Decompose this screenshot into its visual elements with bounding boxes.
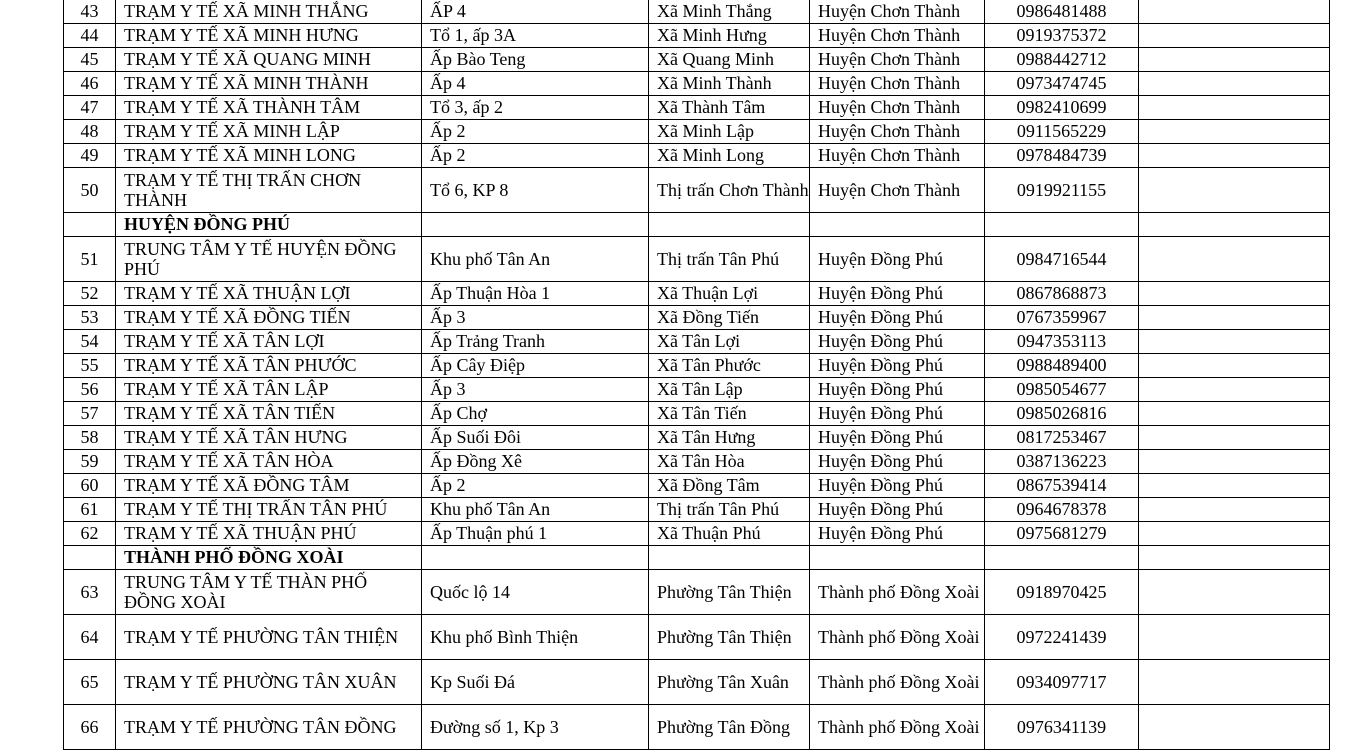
district-cell: Huyện Đồng Phú — [810, 282, 985, 306]
phone-cell: 0972241439 — [985, 615, 1139, 660]
name-cell: TRẠM Y TẾ XÃ TÂN LỢI — [116, 330, 422, 354]
phone-cell: 0988442712 — [985, 48, 1139, 72]
district-cell: Huyện Đồng Phú — [810, 330, 985, 354]
table-row — [64, 522, 1330, 546]
address-cell: ẤP 4 — [422, 0, 649, 24]
no-cell: 59 — [64, 450, 116, 474]
table-row — [64, 615, 1330, 660]
district-cell: Huyện Đồng Phú — [810, 498, 985, 522]
no-cell: 60 — [64, 474, 116, 498]
note-cell — [1139, 705, 1330, 750]
no-cell: 53 — [64, 306, 116, 330]
table-row — [64, 48, 1330, 72]
note-cell — [1139, 615, 1330, 660]
name-cell: TRUNG TÂM Y TẾ HUYỆN ĐỒNG PHÚ — [116, 237, 422, 282]
commune-cell: Phường Tân Đồng — [649, 705, 810, 750]
name-cell: TRẠM Y TẾ XÃ THÀNH TÂM — [116, 96, 422, 120]
table-row — [64, 402, 1330, 426]
name-cell: TRẠM Y TẾ XÃ QUANG MINH — [116, 48, 422, 72]
address-cell: Ấp Cây Điệp — [422, 354, 649, 378]
district-cell: Huyện Đồng Phú — [810, 306, 985, 330]
address-cell: Đường số 1, Kp 3 — [422, 705, 649, 750]
no-cell: 51 — [64, 237, 116, 282]
note-cell — [1139, 72, 1330, 96]
name-cell: TRẠM Y TẾ THỊ TRẤN TÂN PHÚ — [116, 498, 422, 522]
district-cell: Huyện Đồng Phú — [810, 378, 985, 402]
commune-cell: Xã Minh Lập — [649, 120, 810, 144]
phone-cell: 0975681279 — [985, 522, 1139, 546]
note-cell — [1139, 354, 1330, 378]
address-cell: Ấp 2 — [422, 120, 649, 144]
note-cell — [1139, 168, 1330, 213]
address-cell: Ấp Thuận Hòa 1 — [422, 282, 649, 306]
name-cell: TRẠM Y TẾ XÃ TÂN TIẾN — [116, 402, 422, 426]
no-cell — [64, 213, 116, 237]
table-row — [64, 570, 1330, 615]
address-cell: Ấp 2 — [422, 144, 649, 168]
note-cell — [1139, 450, 1330, 474]
name-cell: TRẠM Y TẾ XÃ ĐỒNG TÂM — [116, 474, 422, 498]
phone-cell — [985, 546, 1139, 570]
commune-cell: Xã Minh Hưng — [649, 24, 810, 48]
commune-cell — [649, 546, 810, 570]
name-cell: TRẠM Y TẾ PHƯỜNG TÂN ĐỒNG — [116, 705, 422, 750]
note-cell — [1139, 213, 1330, 237]
phone-cell: 0984716544 — [985, 237, 1139, 282]
phone-cell: 0911565229 — [985, 120, 1139, 144]
table-row — [64, 330, 1330, 354]
table-row — [64, 168, 1330, 213]
no-cell: 46 — [64, 72, 116, 96]
note-cell — [1139, 306, 1330, 330]
district-cell: Thành phố Đồng Xoài — [810, 615, 985, 660]
table-row — [64, 282, 1330, 306]
section-title: THÀNH PHỐ ĐỒNG XOÀI — [116, 546, 422, 570]
commune-cell: Phường Tân Xuân — [649, 660, 810, 705]
no-cell: 49 — [64, 144, 116, 168]
document-page — [63, 0, 1330, 750]
commune-cell — [649, 213, 810, 237]
no-cell: 48 — [64, 120, 116, 144]
no-cell: 54 — [64, 330, 116, 354]
name-cell: TRẠM Y TẾ XÃ MINH LONG — [116, 144, 422, 168]
phone-cell: 0964678378 — [985, 498, 1139, 522]
address-cell: Ấp Thuận phú 1 — [422, 522, 649, 546]
district-cell: Huyện Chơn Thành — [810, 0, 985, 24]
no-cell: 50 — [64, 168, 116, 213]
table-row — [64, 120, 1330, 144]
table-row — [64, 0, 1330, 24]
district-cell: Huyện Chơn Thành — [810, 144, 985, 168]
district-cell: Huyện Đồng Phú — [810, 354, 985, 378]
table-row — [64, 426, 1330, 450]
district-cell: Huyện Đồng Phú — [810, 237, 985, 282]
no-cell: 56 — [64, 378, 116, 402]
phone-cell: 0867539414 — [985, 474, 1139, 498]
no-cell: 64 — [64, 615, 116, 660]
commune-cell: Thị trấn Tân Phú — [649, 237, 810, 282]
phone-cell: 0985026816 — [985, 402, 1139, 426]
phone-cell: 0985054677 — [985, 378, 1139, 402]
address-cell: Kp Suối Đá — [422, 660, 649, 705]
address-cell: Khu phố Bình Thiện — [422, 615, 649, 660]
note-cell — [1139, 402, 1330, 426]
address-cell: Ấp Chợ — [422, 402, 649, 426]
no-cell: 44 — [64, 24, 116, 48]
no-cell: 62 — [64, 522, 116, 546]
name-cell: TRẠM Y TẾ PHƯỜNG TÂN THIỆN — [116, 615, 422, 660]
phone-cell: 0988489400 — [985, 354, 1139, 378]
phone-cell: 0919375372 — [985, 24, 1139, 48]
commune-cell: Xã Minh Thành — [649, 72, 810, 96]
address-cell: Ấp Suối Đôi — [422, 426, 649, 450]
section-title: HUYỆN ĐỒNG PHÚ — [116, 213, 422, 237]
address-cell: Khu phố Tân An — [422, 237, 649, 282]
note-cell — [1139, 48, 1330, 72]
address-cell: Tổ 3, ấp 2 — [422, 96, 649, 120]
table-body — [64, 0, 1330, 750]
name-cell: TRẠM Y TẾ XÃ MINH THÀNH — [116, 72, 422, 96]
district-cell: Huyện Đồng Phú — [810, 402, 985, 426]
commune-cell: Xã Tân Tiến — [649, 402, 810, 426]
note-cell — [1139, 546, 1330, 570]
commune-cell: Phường Tân Thiện — [649, 615, 810, 660]
name-cell: TRẠM Y TẾ XÃ MINH HƯNG — [116, 24, 422, 48]
address-cell: Tổ 1, ấp 3A — [422, 24, 649, 48]
commune-cell: Thị trấn Chơn Thành — [649, 168, 810, 213]
name-cell: TRẠM Y TẾ THỊ TRẤN CHƠN THÀNH — [116, 168, 422, 213]
note-cell — [1139, 0, 1330, 24]
district-cell: Huyện Đồng Phú — [810, 474, 985, 498]
commune-cell: Xã Tân Phước — [649, 354, 810, 378]
note-cell — [1139, 522, 1330, 546]
table-row — [64, 96, 1330, 120]
no-cell: 45 — [64, 48, 116, 72]
table-row — [64, 306, 1330, 330]
commune-cell: Xã Minh Long — [649, 144, 810, 168]
commune-cell: Xã Tân Lập — [649, 378, 810, 402]
phone-cell: 0919921155 — [985, 168, 1139, 213]
phone-cell: 0767359967 — [985, 306, 1139, 330]
district-cell: Huyện Chơn Thành — [810, 96, 985, 120]
phone-cell — [985, 213, 1139, 237]
district-cell — [810, 213, 985, 237]
address-cell: Khu phố Tân An — [422, 498, 649, 522]
name-cell: TRẠM Y TẾ XÃ THUẬN PHÚ — [116, 522, 422, 546]
address-cell: Ấp Đồng Xê — [422, 450, 649, 474]
phone-cell: 0918970425 — [985, 570, 1139, 615]
name-cell: TRẠM Y TẾ XÃ TÂN LẬP — [116, 378, 422, 402]
no-cell: 65 — [64, 660, 116, 705]
no-cell: 47 — [64, 96, 116, 120]
note-cell — [1139, 237, 1330, 282]
district-cell — [810, 546, 985, 570]
commune-cell: Xã Tân Lợi — [649, 330, 810, 354]
commune-cell: Xã Tân Hưng — [649, 426, 810, 450]
commune-cell: Xã Đồng Tâm — [649, 474, 810, 498]
table-row — [64, 660, 1330, 705]
phone-cell: 0934097717 — [985, 660, 1139, 705]
table-row — [64, 144, 1330, 168]
phone-cell: 0817253467 — [985, 426, 1139, 450]
phone-cell: 0867868873 — [985, 282, 1139, 306]
table-row — [64, 705, 1330, 750]
address-cell: Ấp 4 — [422, 72, 649, 96]
note-cell — [1139, 474, 1330, 498]
commune-cell: Xã Quang Minh — [649, 48, 810, 72]
address-cell: Quốc lộ 14 — [422, 570, 649, 615]
no-cell: 66 — [64, 705, 116, 750]
table-row — [64, 378, 1330, 402]
address-cell — [422, 213, 649, 237]
address-cell: Ấp 3 — [422, 378, 649, 402]
name-cell: TRẠM Y TẾ XÃ MINH THẮNG — [116, 0, 422, 24]
commune-cell: Xã Đồng Tiến — [649, 306, 810, 330]
phone-cell: 0976341139 — [985, 705, 1139, 750]
commune-cell: Xã Thuận Phú — [649, 522, 810, 546]
address-cell: Ấp 2 — [422, 474, 649, 498]
commune-cell: Xã Thành Tâm — [649, 96, 810, 120]
no-cell: 63 — [64, 570, 116, 615]
no-cell: 43 — [64, 0, 116, 24]
name-cell: TRẠM Y TẾ XÃ MINH LẬP — [116, 120, 422, 144]
phone-cell: 0973474745 — [985, 72, 1139, 96]
note-cell — [1139, 96, 1330, 120]
note-cell — [1139, 144, 1330, 168]
phone-cell: 0947353113 — [985, 330, 1139, 354]
note-cell — [1139, 282, 1330, 306]
commune-cell: Xã Minh Thắng — [649, 0, 810, 24]
table-row — [64, 237, 1330, 282]
note-cell — [1139, 570, 1330, 615]
note-cell — [1139, 426, 1330, 450]
address-cell: Ấp Trảng Tranh — [422, 330, 649, 354]
commune-cell: Xã Tân Hòa — [649, 450, 810, 474]
section-row — [64, 213, 1330, 237]
district-cell: Thành phố Đồng Xoài — [810, 570, 985, 615]
name-cell: TRẠM Y TẾ PHƯỜNG TÂN XUÂN — [116, 660, 422, 705]
no-cell: 61 — [64, 498, 116, 522]
name-cell: TRUNG TÂM Y TẾ THÀN PHỐ ĐỒNG XOÀI — [116, 570, 422, 615]
district-cell: Huyện Chơn Thành — [810, 72, 985, 96]
district-cell: Huyện Chơn Thành — [810, 168, 985, 213]
note-cell — [1139, 660, 1330, 705]
table-row — [64, 498, 1330, 522]
commune-cell: Phường Tân Thiện — [649, 570, 810, 615]
name-cell: TRẠM Y TẾ XÃ THUẬN LỢI — [116, 282, 422, 306]
note-cell — [1139, 378, 1330, 402]
table-row — [64, 450, 1330, 474]
table-row — [64, 474, 1330, 498]
address-cell: Tổ 6, KP 8 — [422, 168, 649, 213]
note-cell — [1139, 120, 1330, 144]
name-cell: TRẠM Y TẾ XÃ TÂN PHƯỚC — [116, 354, 422, 378]
table-row — [64, 24, 1330, 48]
no-cell: 57 — [64, 402, 116, 426]
name-cell: TRẠM Y TẾ XÃ ĐỒNG TIẾN — [116, 306, 422, 330]
health-station-table — [63, 0, 1330, 750]
district-cell: Thành phố Đồng Xoài — [810, 660, 985, 705]
no-cell: 52 — [64, 282, 116, 306]
district-cell: Huyện Đồng Phú — [810, 426, 985, 450]
district-cell: Huyện Chơn Thành — [810, 24, 985, 48]
phone-cell: 0986481488 — [985, 0, 1139, 24]
note-cell — [1139, 330, 1330, 354]
address-cell: Ấp Bào Teng — [422, 48, 649, 72]
address-cell — [422, 546, 649, 570]
address-cell: Ấp 3 — [422, 306, 649, 330]
district-cell: Huyện Đồng Phú — [810, 450, 985, 474]
no-cell: 55 — [64, 354, 116, 378]
table-row — [64, 72, 1330, 96]
name-cell: TRẠM Y TẾ XÃ TÂN HƯNG — [116, 426, 422, 450]
note-cell — [1139, 498, 1330, 522]
name-cell: TRẠM Y TẾ XÃ TÂN HÒA — [116, 450, 422, 474]
commune-cell: Xã Thuận Lợi — [649, 282, 810, 306]
district-cell: Thành phố Đồng Xoài — [810, 705, 985, 750]
district-cell: Huyện Chơn Thành — [810, 120, 985, 144]
phone-cell: 0387136223 — [985, 450, 1139, 474]
note-cell — [1139, 24, 1330, 48]
no-cell: 58 — [64, 426, 116, 450]
phone-cell: 0982410699 — [985, 96, 1139, 120]
no-cell — [64, 546, 116, 570]
phone-cell: 0978484739 — [985, 144, 1139, 168]
section-row — [64, 546, 1330, 570]
table-row — [64, 354, 1330, 378]
district-cell: Huyện Đồng Phú — [810, 522, 985, 546]
district-cell: Huyện Chơn Thành — [810, 48, 985, 72]
commune-cell: Thị trấn Tân Phú — [649, 498, 810, 522]
